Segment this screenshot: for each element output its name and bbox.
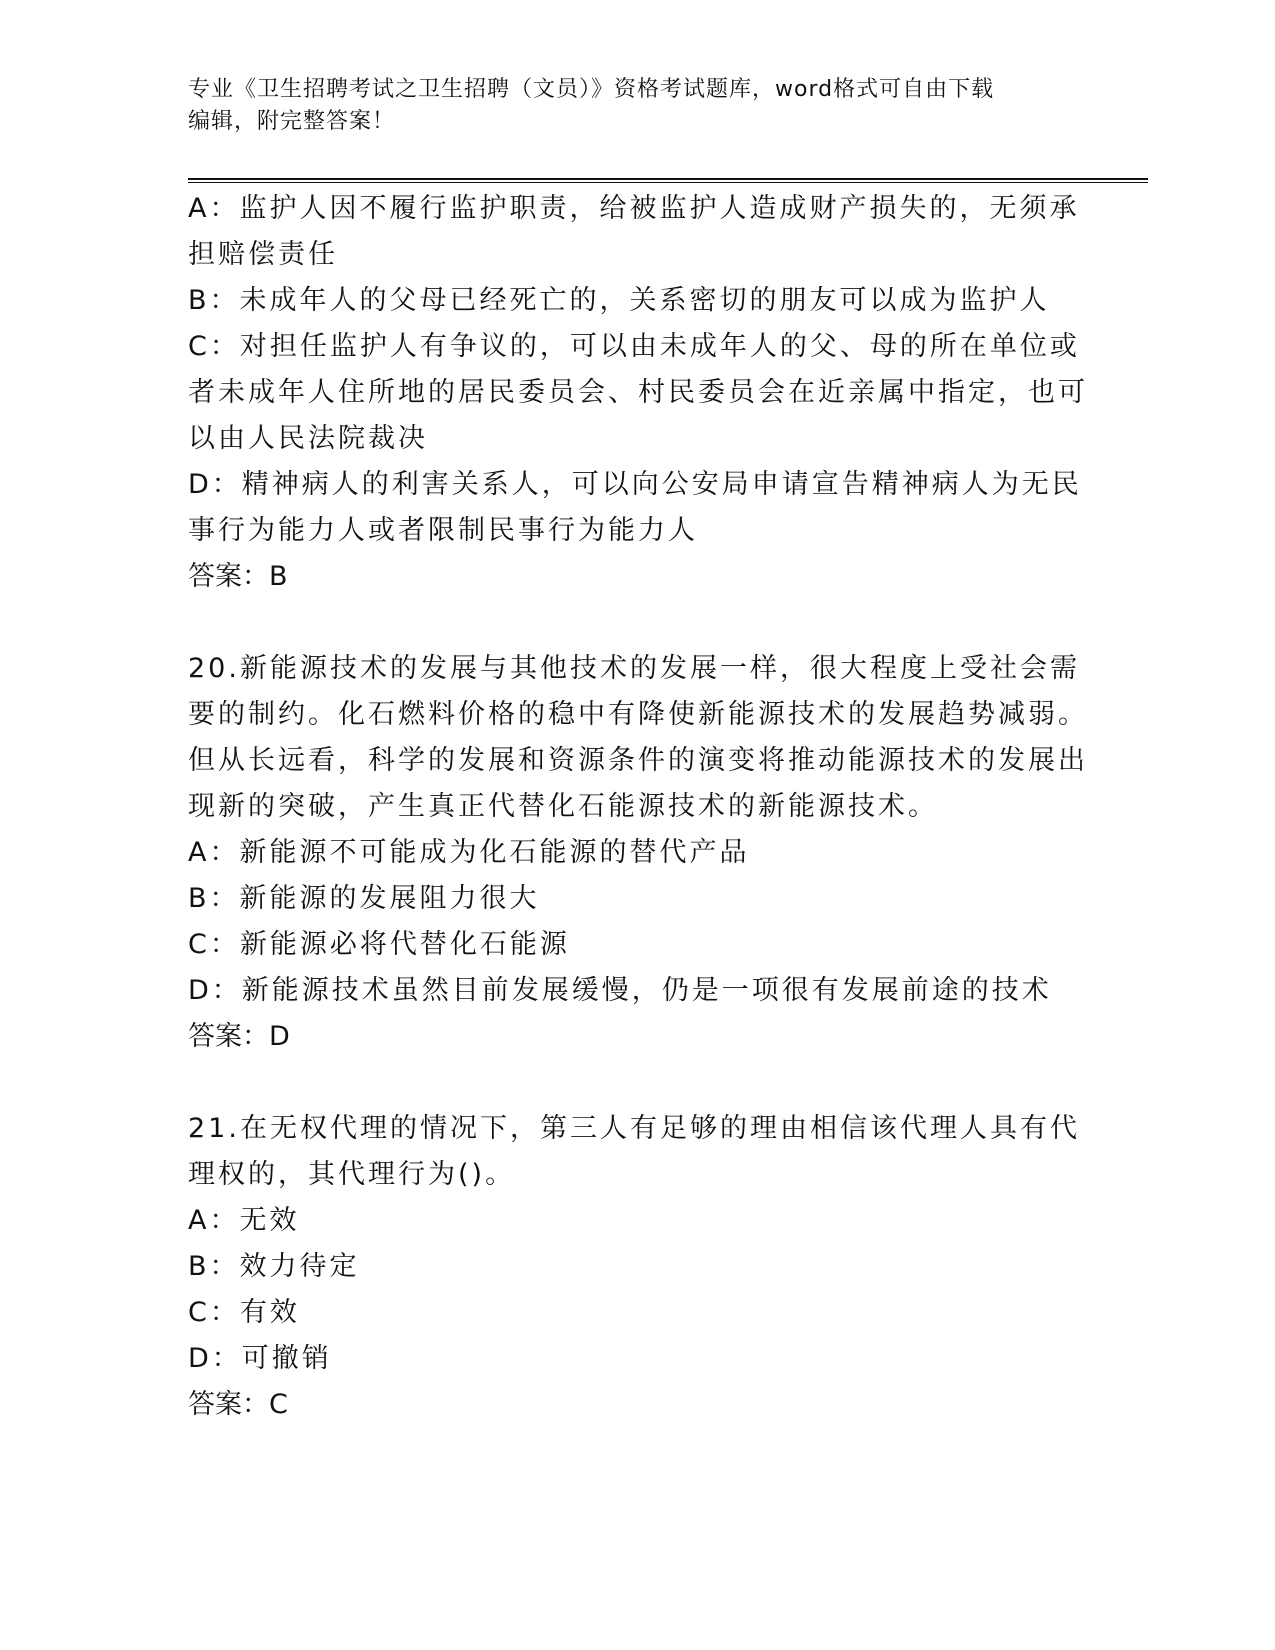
option-d: D：精神病人的利害关系人，可以向公安局申请宣告精神病人为无民事行为能力人或者限制民事行为能力人 [188, 469, 1082, 546]
option-b: B：新能源的发展阻力很大 [188, 883, 540, 914]
header-line-2: 编辑，附完整答案！ [188, 109, 396, 134]
question-20 [188, 646, 1088, 1060]
option-a: A：监护人因不履行监护职责，给被监护人造成财产损失的，无须承担赔偿责任 [188, 193, 1080, 270]
option-c: C：有效 [188, 1297, 300, 1328]
option-d: D：可撤销 [188, 1343, 332, 1374]
answer-line: 答案：B [188, 561, 288, 592]
header-divider-thick [188, 178, 1148, 180]
question-list [188, 186, 1088, 1428]
question-spacer [188, 1060, 1088, 1106]
question-spacer [188, 600, 1088, 646]
header-line-1: 专业《卫生招聘考试之卫生招聘（文员）》资格考试题库，word格式可自由下载 [188, 77, 995, 102]
answer-line: 答案：D [188, 1021, 290, 1052]
option-d: D：新能源技术虽然目前发展缓慢，仍是一项很有发展前途的技术 [188, 975, 1052, 1006]
question-19 [188, 186, 1088, 600]
option-b: B：未成年人的父母已经死亡的，关系密切的朋友可以成为监护人 [188, 285, 1050, 316]
question-21 [188, 1106, 1088, 1428]
option-c: C：新能源必将代替化石能源 [188, 929, 570, 960]
option-a: A：无效 [188, 1205, 300, 1236]
answer-line: 答案：C [188, 1389, 288, 1420]
option-a: A：新能源不可能成为化石能源的替代产品 [188, 837, 750, 868]
question-stem: 20.新能源技术的发展与其他技术的发展一样，很大程度上受社会需要的制约。化石燃料价格的稳中有降使新能源技术的发展趋势减弱。但从长远看，科学的发展和资源条件的演变将推动能源技术的发展出现新的突破，产生真正代替化石能源技术的新能源技术。 [188, 653, 1088, 822]
question-stem: 21.在无权代理的情况下，第三人有足够的理由相信该代理人具有代理权的，其代理行为()。 [188, 1113, 1080, 1190]
document-header [188, 74, 1068, 138]
option-c: C：对担任监护人有争议的，可以由未成年人的父、母的所在单位或者未成年人住所地的居民委员会、村民委员会在近亲属中指定，也可以由人民法院裁决 [188, 331, 1088, 454]
header-divider-thin [188, 182, 1148, 183]
option-b: B：效力待定 [188, 1251, 360, 1282]
